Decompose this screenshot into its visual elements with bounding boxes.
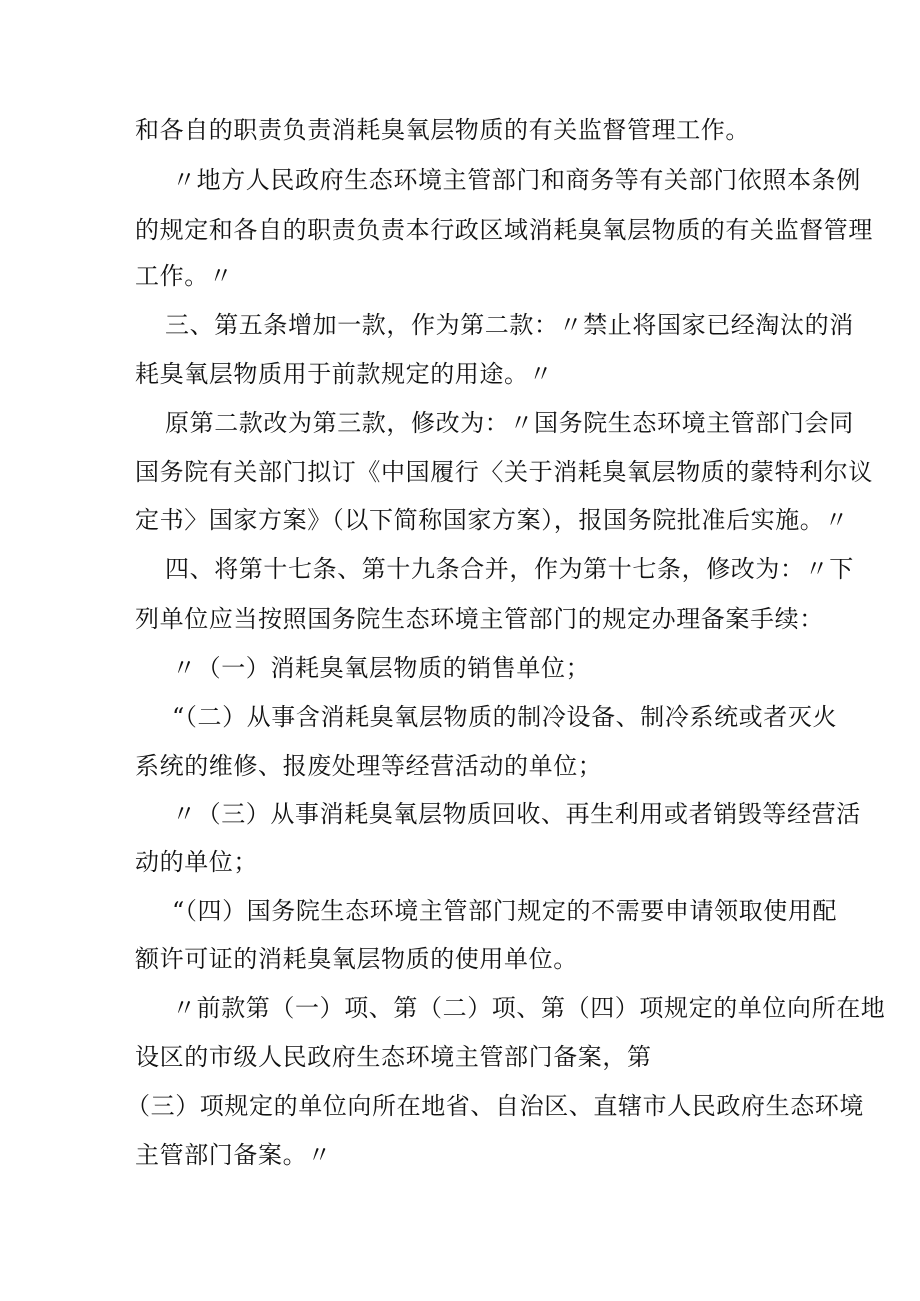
text-line: 国务院有关部门拟订《中国履行〈关于消耗臭氧层物质的蒙特利尔议	[135, 458, 873, 486]
text-line: 原第二款改为第三款，修改为：〃国务院生态环境主管部门会同	[165, 409, 854, 437]
text-line: 三、第五条增加一款，作为第二款：〃禁止将国家已经淘汰的消	[165, 311, 854, 339]
text-line: 〃（三）从事消耗臭氧层物质回收、再生利用或者销毁等经营活	[172, 800, 861, 828]
text-line: 〃（一）消耗臭氧层物质的销售单位；	[172, 654, 591, 682]
text-line: “（二）从事含消耗臭氧层物质的制冷设备、制冷系统或者灭火	[172, 703, 838, 731]
text-line: 动的单位；	[135, 848, 258, 876]
text-line: 额许可证的消耗臭氧层物质的使用单位。	[135, 945, 578, 973]
text-line: 耗臭氧层物质用于前款规定的用途。〃	[135, 360, 554, 388]
text-line: 和各自的职责负责消耗臭氧层物质的有关监督管理工作。	[135, 116, 750, 144]
text-line: 定书〉国家方案》（以下简称国家方案），报国务院批准后实施。〃	[135, 506, 849, 534]
text-line: 列单位应当按照国务院生态环境主管部门的规定办理备案手续：	[135, 605, 824, 633]
text-line: 主管部门备案。〃	[135, 1141, 332, 1169]
text-line: 系统的维修、报废处理等经营活动的单位；	[135, 752, 603, 780]
text-line: 〃地方人民政府生态环境主管部门和商务等有关部门依照本条例	[172, 166, 861, 194]
text-line: 的规定和各自的职责负责本行政区域消耗臭氧层物质的有关监督管理	[135, 216, 873, 244]
text-line: 设区的市级人民政府生态环境主管部门备案，第	[135, 1043, 652, 1071]
text-line: 四、将第十七条、第十九条合并，作为第十七条，修改为：〃下	[165, 555, 854, 583]
text-line: 工作。〃	[135, 262, 234, 290]
text-line: 〃前款第（一）项、第（二）项、第（四）项规定的单位向所在地	[172, 994, 886, 1022]
text-line: “（四）国务院生态环境主管部门规定的不需要申请领取使用配	[172, 897, 838, 925]
text-line: （三）项规定的单位向所在地省、自治区、直辖市人民政府生态环境	[126, 1092, 864, 1120]
